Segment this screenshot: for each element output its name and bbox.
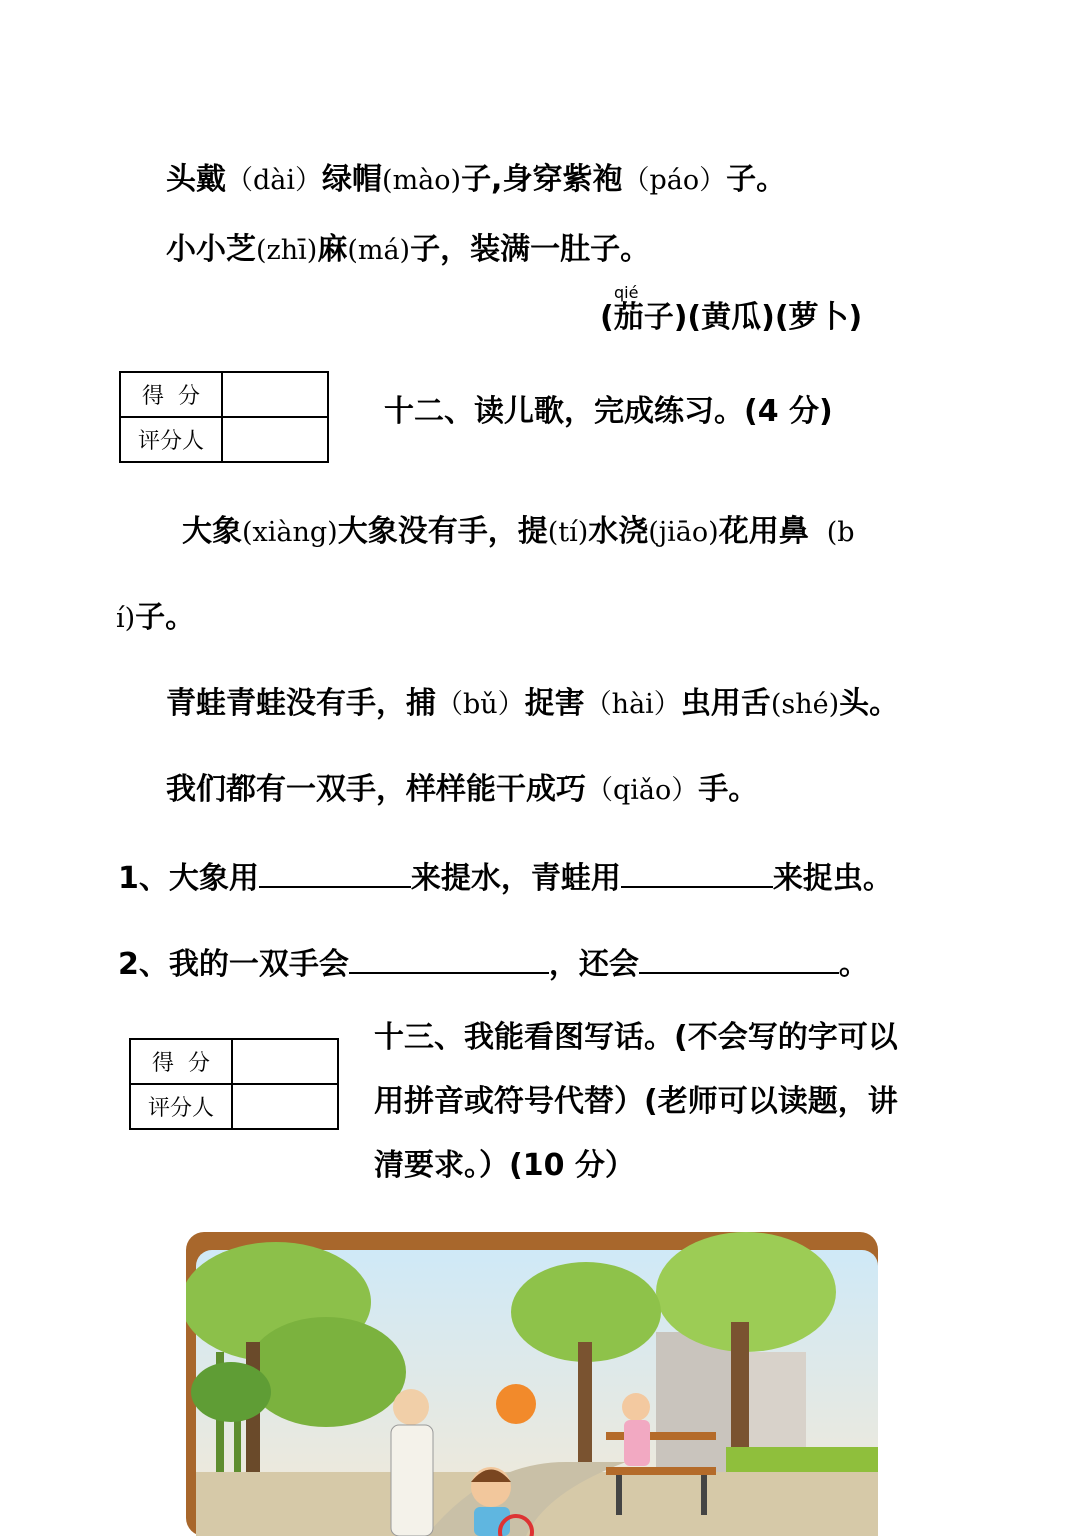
answer-blank-3[interactable] [349,942,549,974]
grader-label: 评分人 [120,417,222,462]
poem-line-2: 青蛙青蛙没有手，捕（bǔ）捉害（hài）虫用舌(shé)头。 [166,686,900,721]
section-12-title: 十二、读儿歌，完成练习。(4 分) [384,394,833,429]
grader-cell[interactable] [222,417,328,462]
answer-pinyin: qié [614,283,639,302]
score-box-12 [119,371,329,463]
score-label: 得 分 [130,1039,232,1084]
poem-line-3: 我们都有一双手，样样能干成巧（qiǎo）手。 [166,772,759,807]
riddle-line-1: 头戴（dài）绿帽(mào)子,身穿紫袍（páo）子。 [166,162,787,197]
answer-blank-4[interactable] [639,942,839,974]
poem-line-1-cont: í)子。 [116,600,196,635]
riddle-line-2: 小小芝(zhī)麻(má)子，装满一肚子。 [166,232,651,267]
poem-line-1: 大象(xiàng)大象没有手，提(tí)水浇(jiāo)花用鼻 (b [182,514,855,549]
question-2: 2、我的一双手会 ，还会 。 [118,942,869,985]
section-13-title-line-3: 清要求。）(10 分） [374,1148,635,1183]
riddle-answer: (茄子)(黄瓜)(萝卜) [600,300,863,335]
grader-cell[interactable] [232,1084,338,1129]
score-cell[interactable] [232,1039,338,1084]
park-illustration [186,1232,878,1536]
grader-label: 评分人 [130,1084,232,1129]
score-box-13 [129,1038,339,1130]
section-13-title-line-1: 十三、我能看图写话。(不会写的字可以 [374,1020,898,1055]
answer-blank-2[interactable] [621,856,773,888]
score-label: 得 分 [120,372,222,417]
section-13-title-line-2: 用拼音或符号代替）(老师可以读题，讲 [374,1084,898,1119]
answer-blank-1[interactable] [259,856,411,888]
sun-icon [496,1384,536,1424]
question-1: 1、大象用 来提水，青蛙用 来捉虫。 [118,856,893,899]
score-cell[interactable] [222,372,328,417]
